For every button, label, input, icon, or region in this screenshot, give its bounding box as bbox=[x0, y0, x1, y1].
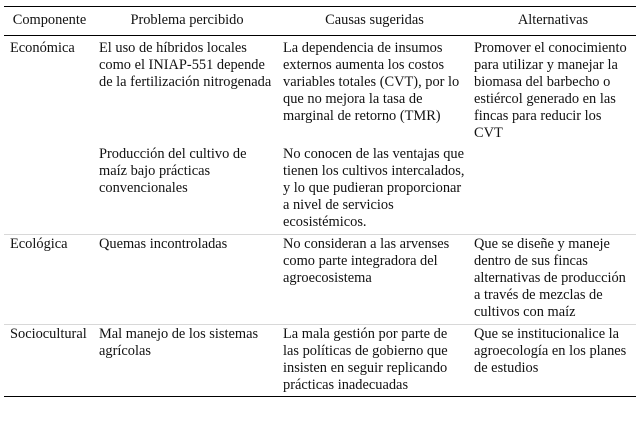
cell-componente bbox=[4, 145, 95, 235]
header-causas: Causas sugeridas bbox=[279, 7, 470, 36]
header-componente: Componente bbox=[4, 7, 95, 36]
header-alternativas: Alternativas bbox=[470, 7, 636, 36]
table-header bbox=[4, 7, 636, 36]
cell-problema: Quemas incontroladas bbox=[95, 235, 279, 325]
cell-causas: La dependencia de insumos externos aumenta los costos variables totales (CVT), por lo que no mejora la tasa de marginal de retorno (TMR) bbox=[283, 40, 460, 124]
cell-problema: El uso de híbridos locales como el INIAP-551 depende de la fertilización nitrogenada bbox=[99, 40, 272, 90]
cell-alternativas bbox=[470, 145, 636, 235]
table-row bbox=[4, 145, 636, 235]
cell-problema: Producción del cultivo de maíz bajo prácticas convencionales bbox=[99, 146, 247, 196]
table-row bbox=[4, 325, 636, 397]
problems-table bbox=[4, 6, 636, 397]
cell-componente: Económica bbox=[10, 40, 75, 56]
cell-causas: No conocen de las ventajas que tienen los cultivos intercalados, y lo que pudieran proporcionar a nivel de servicios ecosistémicos. bbox=[283, 146, 465, 230]
cell-causas: No consideran a las arvenses como parte integradora del agroecosistema bbox=[279, 235, 470, 325]
table-row bbox=[4, 36, 636, 146]
cell-componente: Sociocultural bbox=[4, 325, 95, 397]
cell-alternativas: Promover el conocimiento para utilizar y manejar la biomasa del barbecho o estiércol generado en las fincas para reducir los CVT bbox=[474, 40, 627, 141]
header-problema: Problema percibido bbox=[95, 7, 279, 36]
cell-causas: La mala gestión por parte de las políticas de gobierno que insisten en seguir replicando prácticas inadecuadas bbox=[279, 325, 470, 397]
cell-alternativas: Que se diseñe y maneje dentro de sus fincas alternativas de producción a través de mezclas de cultivos con maíz bbox=[470, 235, 636, 325]
cell-alternativas: Que se institucionalice la agroecología en los planes de estudios bbox=[470, 325, 636, 397]
table-body bbox=[4, 36, 636, 397]
cell-problema: Mal manejo de los sistemas agrícolas bbox=[95, 325, 279, 397]
cell-componente: Ecológica bbox=[4, 235, 95, 325]
header-row bbox=[4, 7, 636, 36]
table-row bbox=[4, 235, 636, 325]
